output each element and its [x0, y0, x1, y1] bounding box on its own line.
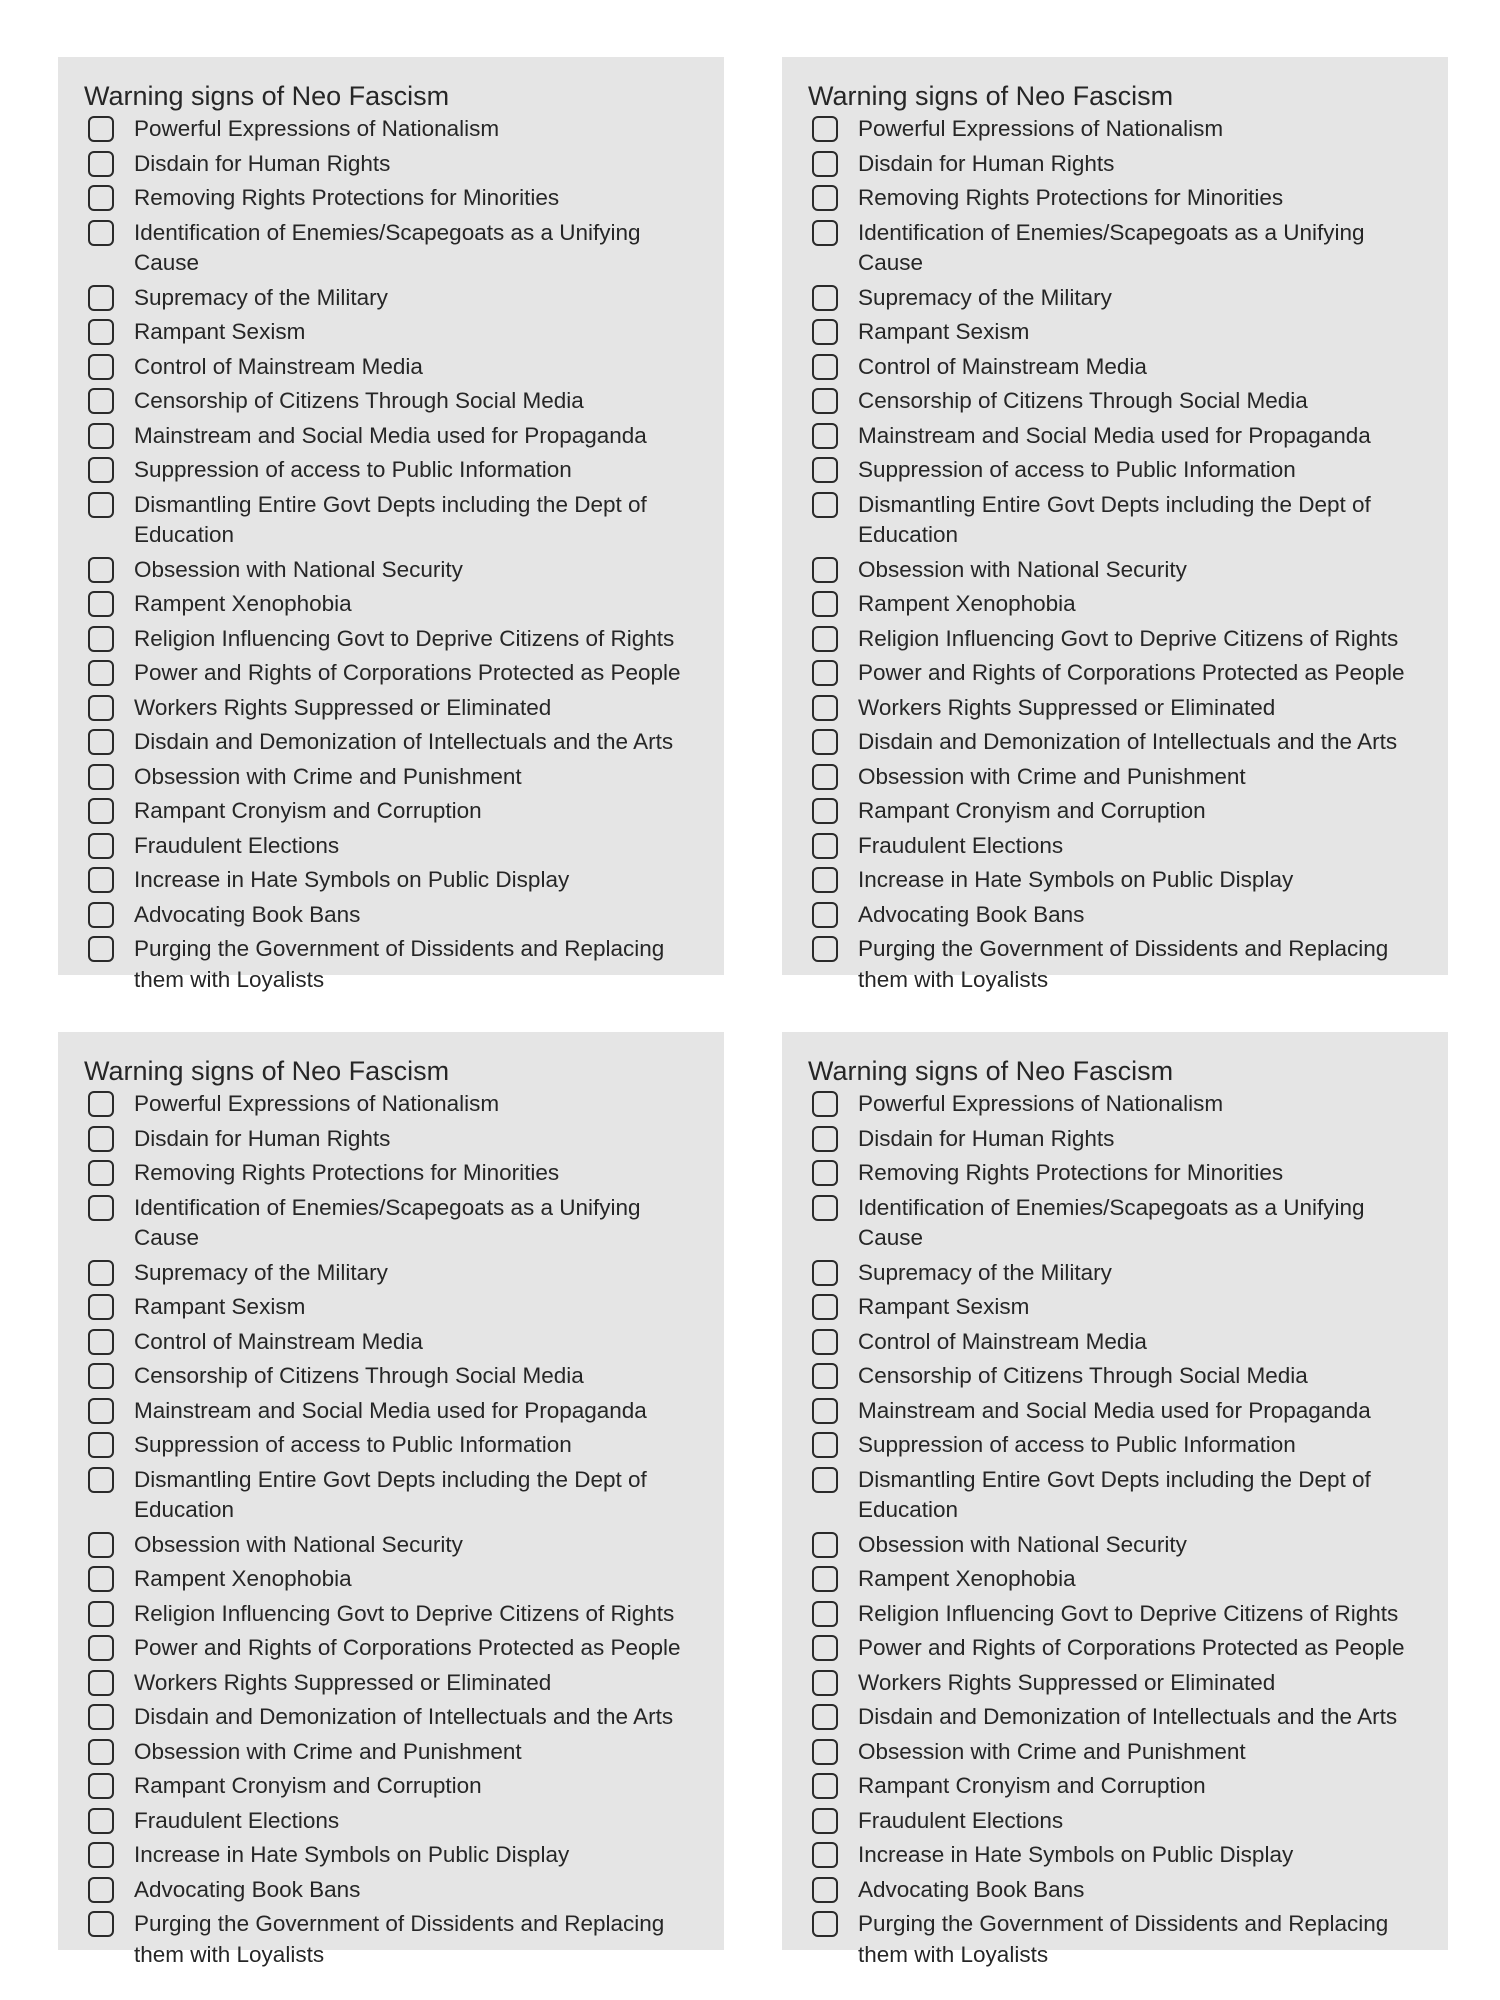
checklist-item-label: Religion Influencing Govt to Deprive Citizens of Rights [858, 625, 1399, 651]
checklist-item-label: Religion Influencing Govt to Deprive Citizens of Rights [134, 1600, 675, 1626]
checklist-item [808, 1736, 1422, 1771]
checkbox[interactable] [88, 220, 114, 246]
checklist-item-label: Control of Mainstream Media [858, 1328, 1147, 1354]
checkbox[interactable] [88, 1842, 114, 1868]
checkbox[interactable] [88, 1091, 114, 1117]
checklist-item-label: Mainstream and Social Media used for Propaganda [858, 1397, 1371, 1423]
checklist-card [782, 57, 1448, 992]
checklist-item-label: Obsession with Crime and Punishment [134, 763, 522, 789]
checkbox[interactable] [812, 1398, 838, 1424]
checklist-item-label: Mainstream and Social Media used for Propaganda [134, 1397, 647, 1423]
checklist-item-label: Suppression of access to Public Information [134, 457, 572, 482]
checklist-item-label: Dismantling Entire Govt Depts including the Dept of Education [134, 491, 647, 547]
checklist-item-label: Disdain for Human Rights [134, 1125, 391, 1151]
checklist-item-label: Powerful Expressions of Nationalism [858, 1091, 1224, 1116]
checklist-item-label: Increase in Hate Symbols on Public Display [134, 867, 570, 892]
checkbox[interactable] [812, 1877, 838, 1903]
checklist-item [84, 1529, 698, 1564]
checklist-item-label: Workers Rights Suppressed or Eliminated [134, 694, 552, 720]
checklist-item [84, 1395, 698, 1430]
checklist-item-label: Obsession with Crime and Punishment [134, 1738, 522, 1764]
checklist-item-label: Removing Rights Protections for Minorities [134, 1160, 560, 1185]
checklist-item [84, 1667, 698, 1702]
checklist-item-label: Removing Rights Protections for Minorities [858, 185, 1284, 210]
checkbox[interactable] [88, 388, 114, 414]
checklist-item-label: Purging the Government of Dissidents and Replacing them with Loyalists [858, 936, 1389, 992]
checklist-item-label: Rampant Cronyism and Corruption [134, 798, 482, 823]
checklist-item [808, 1598, 1422, 1633]
checkbox[interactable] [88, 1601, 114, 1627]
checklist-item [84, 316, 698, 351]
checklist-item [808, 1088, 1422, 1123]
checkbox[interactable] [812, 285, 838, 311]
checklist-item-label: Censorship of Citizens Through Social Media [858, 388, 1308, 413]
checkbox[interactable] [812, 1126, 838, 1152]
checklist-item-label: Dismantling Entire Govt Depts including the Dept of Education [858, 491, 1371, 547]
checkbox[interactable] [812, 626, 838, 652]
checklist-item-label: Removing Rights Protections for Minorities [858, 1160, 1284, 1185]
checkbox[interactable] [88, 151, 114, 177]
checklist-item-label: Rampant Cronyism and Corruption [858, 798, 1206, 823]
checklist-item [84, 657, 698, 692]
checklist-item [84, 1805, 698, 1840]
checklist-item [84, 933, 698, 998]
checklist-item [84, 113, 698, 148]
checkbox[interactable] [88, 1635, 114, 1661]
checklist-item [84, 1291, 698, 1326]
checklist-item [84, 420, 698, 455]
checkbox[interactable] [88, 285, 114, 311]
checklist-item [808, 489, 1422, 554]
checklist-item-label: Power and Rights of Corporations Protected as People [134, 1635, 681, 1660]
checkbox[interactable] [88, 626, 114, 652]
checkbox[interactable] [812, 1566, 838, 1592]
checklist-card [58, 1032, 724, 1967]
checklist-item [808, 795, 1422, 830]
checklist-item-label: Purging the Government of Dissidents and Replacing them with Loyalists [858, 1911, 1389, 1967]
checklist-item [808, 1529, 1422, 1564]
checklist-item [84, 1464, 698, 1529]
checklist-item-label: Rampent Xenophobia [134, 1566, 352, 1591]
checklist-item [84, 1839, 698, 1874]
checklist-item-label: Advocating Book Bans [134, 901, 361, 927]
checkbox[interactable] [88, 354, 114, 380]
checkbox[interactable] [812, 695, 838, 721]
checkbox[interactable] [812, 220, 838, 246]
checkbox[interactable] [812, 1160, 838, 1186]
checklist-item-label: Disdain for Human Rights [858, 150, 1115, 176]
checklist-item [84, 217, 698, 282]
checkbox[interactable] [88, 1704, 114, 1730]
checklist-item-label: Rampant Cronyism and Corruption [134, 1773, 482, 1798]
checklist-item-label: Religion Influencing Govt to Deprive Citizens of Rights [858, 1600, 1399, 1626]
checklist-item-label: Obsession with Crime and Punishment [858, 763, 1246, 789]
checkbox[interactable] [812, 423, 838, 449]
checklist-item-label: Suppression of access to Public Information [858, 1432, 1296, 1457]
checklist-item-label: Powerful Expressions of Nationalism [134, 116, 500, 141]
checkbox[interactable] [88, 1260, 114, 1286]
checklist-items [84, 113, 698, 998]
checklist-item [84, 454, 698, 489]
checklist-item [84, 1429, 698, 1464]
checkbox[interactable] [812, 1432, 838, 1458]
checkbox[interactable] [812, 591, 838, 617]
checklist-item-label: Identification of Enemies/Scapegoats as a Unifying Cause [134, 219, 641, 275]
checklist-item-label: Rampent Xenophobia [858, 591, 1076, 616]
checklist-item [84, 182, 698, 217]
checklist-item [808, 1701, 1422, 1736]
checklist-item [808, 1123, 1422, 1158]
checklist-item [84, 148, 698, 183]
checklist-item-label: Workers Rights Suppressed or Eliminated [858, 694, 1276, 720]
checklist-item-label: Fraudulent Elections [134, 1807, 340, 1833]
checklist-item-label: Workers Rights Suppressed or Eliminated [134, 1669, 552, 1695]
checklist-item [84, 899, 698, 934]
checklist-item [84, 1563, 698, 1598]
checklist-item [808, 830, 1422, 865]
checkbox[interactable] [88, 1773, 114, 1799]
checklist-item [84, 282, 698, 317]
checklist-item [808, 761, 1422, 796]
checkbox[interactable] [88, 492, 114, 518]
checkbox[interactable] [812, 557, 838, 583]
checkbox[interactable] [812, 1842, 838, 1868]
checkbox[interactable] [812, 660, 838, 686]
checkbox[interactable] [812, 1260, 838, 1286]
checkbox[interactable] [812, 1091, 838, 1117]
checklist-item [808, 623, 1422, 658]
checklist-item [84, 795, 698, 830]
checklist-item [808, 1157, 1422, 1192]
checklist-item-label: Supremacy of the Military [858, 1259, 1112, 1285]
checkbox[interactable] [88, 1432, 114, 1458]
checklist-item-label: Dismantling Entire Govt Depts including the Dept of Education [134, 1466, 647, 1522]
checkbox[interactable] [88, 1670, 114, 1696]
checklist-item-label: Disdain for Human Rights [134, 150, 391, 176]
checklist-item [808, 316, 1422, 351]
checklist-item [84, 864, 698, 899]
checklist-item [84, 588, 698, 623]
checklist-item [808, 1192, 1422, 1257]
checkbox[interactable] [812, 867, 838, 893]
checklist-item-label: Advocating Book Bans [858, 1876, 1085, 1902]
checklist-card [58, 57, 724, 992]
checklist-item-label: Mainstream and Social Media used for Propaganda [134, 422, 647, 448]
checklist-item [808, 1429, 1422, 1464]
checkbox[interactable] [812, 1739, 838, 1765]
checklist-title: Warning signs of Neo Fascism [84, 1056, 450, 1086]
checkbox[interactable] [88, 1126, 114, 1152]
checklist-item [808, 1839, 1422, 1874]
checklist-item [84, 385, 698, 420]
checklist-item [808, 726, 1422, 761]
checkbox[interactable] [88, 319, 114, 345]
checkbox[interactable] [812, 936, 838, 962]
checklist-item-label: Control of Mainstream Media [858, 353, 1147, 379]
checklist-item [808, 588, 1422, 623]
checkbox[interactable] [812, 185, 838, 211]
checkbox[interactable] [812, 902, 838, 928]
checklist-item [808, 217, 1422, 282]
checklist-item [84, 1770, 698, 1805]
checklist-item [84, 726, 698, 761]
checklist-item [84, 1701, 698, 1736]
checklist-item-label: Control of Mainstream Media [134, 1328, 423, 1354]
checklist-item-label: Supremacy of the Military [134, 1259, 388, 1285]
checklist-item [808, 1770, 1422, 1805]
checklist-title: Warning signs of Neo Fascism [808, 81, 1174, 111]
checklist-item-label: Obsession with National Security [134, 556, 463, 582]
checklist-item [84, 1326, 698, 1361]
checklist-item [84, 1192, 698, 1257]
checklist-item [84, 1257, 698, 1292]
checklist-item-label: Increase in Hate Symbols on Public Display [858, 867, 1294, 892]
checkbox[interactable] [812, 1294, 838, 1320]
checkbox[interactable] [812, 764, 838, 790]
checkbox[interactable] [812, 492, 838, 518]
checklist-item-label: Rampant Cronyism and Corruption [858, 1773, 1206, 1798]
checkbox[interactable] [88, 1329, 114, 1355]
checklist-item [808, 113, 1422, 148]
checklist-item-label: Rampant Sexism [134, 319, 306, 344]
checklist-item-label: Power and Rights of Corporations Protected as People [134, 660, 681, 685]
checklist-item [808, 148, 1422, 183]
checkbox[interactable] [812, 319, 838, 345]
checkbox[interactable] [88, 591, 114, 617]
checklist-item [84, 489, 698, 554]
checklist-item [808, 554, 1422, 589]
checkbox[interactable] [812, 1670, 838, 1696]
checkbox[interactable] [88, 185, 114, 211]
checklist-item-label: Removing Rights Protections for Minorities [134, 185, 560, 210]
checklist-item-label: Obsession with National Security [134, 1531, 463, 1557]
checklist-item [808, 282, 1422, 317]
checklist-item [808, 454, 1422, 489]
checkbox[interactable] [812, 798, 838, 824]
checklist-item [808, 1908, 1422, 1973]
checklist-item-label: Mainstream and Social Media used for Propaganda [858, 422, 1371, 448]
checkbox[interactable] [812, 1911, 838, 1937]
checkbox[interactable] [88, 1398, 114, 1424]
checklist-item-label: Increase in Hate Symbols on Public Display [134, 1842, 570, 1867]
checklist-item [808, 1291, 1422, 1326]
checklist-title: Warning signs of Neo Fascism [808, 1056, 1174, 1086]
checklist-item [808, 1257, 1422, 1292]
checkbox[interactable] [812, 1329, 838, 1355]
checkbox[interactable] [88, 457, 114, 483]
checkbox[interactable] [88, 867, 114, 893]
checkbox[interactable] [812, 1532, 838, 1558]
checkbox[interactable] [88, 936, 114, 962]
checklist-item [808, 1667, 1422, 1702]
checklist-item [84, 1874, 698, 1909]
checklist-item-label: Obsession with National Security [858, 1531, 1187, 1557]
checkbox[interactable] [88, 1808, 114, 1834]
checkbox[interactable] [812, 1704, 838, 1730]
checklist-item [808, 182, 1422, 217]
checkbox[interactable] [812, 1635, 838, 1661]
checklist-item-label: Religion Influencing Govt to Deprive Citizens of Rights [134, 625, 675, 651]
checkbox[interactable] [88, 695, 114, 721]
checklist-item-label: Disdain and Demonization of Intellectuals and the Arts [134, 1704, 674, 1729]
checklist-item-label: Suppression of access to Public Information [134, 1432, 572, 1457]
checklist-item-label: Disdain and Demonization of Intellectuals and the Arts [858, 1704, 1398, 1729]
checkbox[interactable] [88, 1566, 114, 1592]
checkbox[interactable] [88, 557, 114, 583]
checklist-item-label: Fraudulent Elections [858, 832, 1064, 858]
checklist-item-label: Identification of Enemies/Scapegoats as a Unifying Cause [134, 1194, 641, 1250]
checkbox[interactable] [812, 388, 838, 414]
checklist-item-label: Suppression of access to Public Information [858, 457, 1296, 482]
checklist-item [808, 1360, 1422, 1395]
checklist-item-label: Rampant Sexism [858, 1294, 1030, 1319]
checkbox[interactable] [88, 1195, 114, 1221]
checklist-item-label: Fraudulent Elections [134, 832, 340, 858]
checklist-item [84, 1632, 698, 1667]
checklist-item-label: Advocating Book Bans [134, 1876, 361, 1902]
checklist-item [84, 1123, 698, 1158]
checkbox[interactable] [88, 1911, 114, 1937]
checklist-item-label: Purging the Government of Dissidents and Replacing them with Loyalists [134, 1911, 665, 1967]
checkbox[interactable] [812, 833, 838, 859]
checkbox[interactable] [812, 1773, 838, 1799]
checkbox[interactable] [88, 729, 114, 755]
checkbox[interactable] [88, 798, 114, 824]
checklist-item [808, 385, 1422, 420]
checklist-item-label: Dismantling Entire Govt Depts including the Dept of Education [858, 1466, 1371, 1522]
checklist-item-label: Power and Rights of Corporations Protected as People [858, 660, 1405, 685]
checklist-item-label: Power and Rights of Corporations Protected as People [858, 1635, 1405, 1660]
checklist-item [808, 1874, 1422, 1909]
checkbox[interactable] [812, 116, 838, 142]
checklist-item [808, 692, 1422, 727]
checkbox[interactable] [812, 1601, 838, 1627]
checklist-title: Warning signs of Neo Fascism [84, 81, 450, 111]
checkbox[interactable] [88, 660, 114, 686]
checklist-item-label: Rampent Xenophobia [134, 591, 352, 616]
checkbox[interactable] [812, 729, 838, 755]
checklist-item [84, 1908, 698, 1973]
checklist-item-label: Purging the Government of Dissidents and Replacing them with Loyalists [134, 936, 665, 992]
checkbox[interactable] [812, 457, 838, 483]
checkbox[interactable] [812, 151, 838, 177]
checklist-item [84, 1598, 698, 1633]
checklist-item [808, 420, 1422, 455]
checklist-item-label: Obsession with Crime and Punishment [858, 1738, 1246, 1764]
checklist-item-label: Obsession with National Security [858, 556, 1187, 582]
checklist-item-label: Identification of Enemies/Scapegoats as a Unifying Cause [858, 219, 1365, 275]
checkbox[interactable] [88, 833, 114, 859]
checklist-item [808, 1326, 1422, 1361]
checklist-item [808, 657, 1422, 692]
checkbox[interactable] [88, 116, 114, 142]
checklist-item [84, 830, 698, 865]
checkbox[interactable] [88, 1160, 114, 1186]
checklist-item-label: Identification of Enemies/Scapegoats as a Unifying Cause [858, 1194, 1365, 1250]
checkbox[interactable] [812, 1195, 838, 1221]
checklist-item-label: Advocating Book Bans [858, 901, 1085, 927]
checklist-item-label: Workers Rights Suppressed or Eliminated [858, 1669, 1276, 1695]
checkbox[interactable] [88, 764, 114, 790]
checklist-item [808, 1563, 1422, 1598]
checklist-item [84, 1736, 698, 1771]
checkbox[interactable] [812, 1363, 838, 1389]
checklist-item [808, 1805, 1422, 1840]
checklist-item-label: Increase in Hate Symbols on Public Display [858, 1842, 1294, 1867]
checklist-item-label: Censorship of Citizens Through Social Media [134, 388, 584, 413]
checklist-item-label: Rampant Sexism [858, 319, 1030, 344]
checklist-item-label: Rampent Xenophobia [858, 1566, 1076, 1591]
checklist-item [808, 899, 1422, 934]
checkbox[interactable] [812, 354, 838, 380]
checklist-items [808, 113, 1422, 998]
checklist-item [84, 623, 698, 658]
checklist-item [808, 1632, 1422, 1667]
checkbox[interactable] [88, 1294, 114, 1320]
checklist-item-label: Disdain and Demonization of Intellectuals and the Arts [134, 729, 674, 754]
checklist-items [84, 1088, 698, 1973]
checkbox[interactable] [88, 1532, 114, 1558]
checklist-item [84, 554, 698, 589]
checkbox[interactable] [88, 902, 114, 928]
checklist-card [782, 1032, 1448, 1967]
checklist-item [808, 351, 1422, 386]
checklist-items [808, 1088, 1422, 1973]
checklist-item [808, 933, 1422, 998]
checklist-item-label: Powerful Expressions of Nationalism [134, 1091, 500, 1116]
checklist-item-label: Censorship of Citizens Through Social Media [134, 1363, 584, 1388]
checklist-item-label: Supremacy of the Military [858, 284, 1112, 310]
checklist-item [84, 761, 698, 796]
checklist-item-label: Fraudulent Elections [858, 1807, 1064, 1833]
checkbox[interactable] [88, 423, 114, 449]
checklist-item [84, 351, 698, 386]
checkbox[interactable] [88, 1877, 114, 1903]
checkbox[interactable] [88, 1739, 114, 1765]
checklist-item [808, 1395, 1422, 1430]
checklist-item [808, 864, 1422, 899]
checklist-item-label: Supremacy of the Military [134, 284, 388, 310]
checklist-item-label: Control of Mainstream Media [134, 353, 423, 379]
checkbox[interactable] [812, 1467, 838, 1493]
checklist-item-label: Censorship of Citizens Through Social Media [858, 1363, 1308, 1388]
checklist-item-label: Disdain and Demonization of Intellectuals and the Arts [858, 729, 1398, 754]
checklist-item-label: Powerful Expressions of Nationalism [858, 116, 1224, 141]
checklist-item [84, 1157, 698, 1192]
checkbox[interactable] [88, 1467, 114, 1493]
checkbox[interactable] [812, 1808, 838, 1834]
checklist-item-label: Disdain for Human Rights [858, 1125, 1115, 1151]
checklist-item [84, 1360, 698, 1395]
checklist-item-label: Rampant Sexism [134, 1294, 306, 1319]
checkbox[interactable] [88, 1363, 114, 1389]
checklist-item [84, 1088, 698, 1123]
checklist-item [84, 692, 698, 727]
checklist-item [808, 1464, 1422, 1529]
